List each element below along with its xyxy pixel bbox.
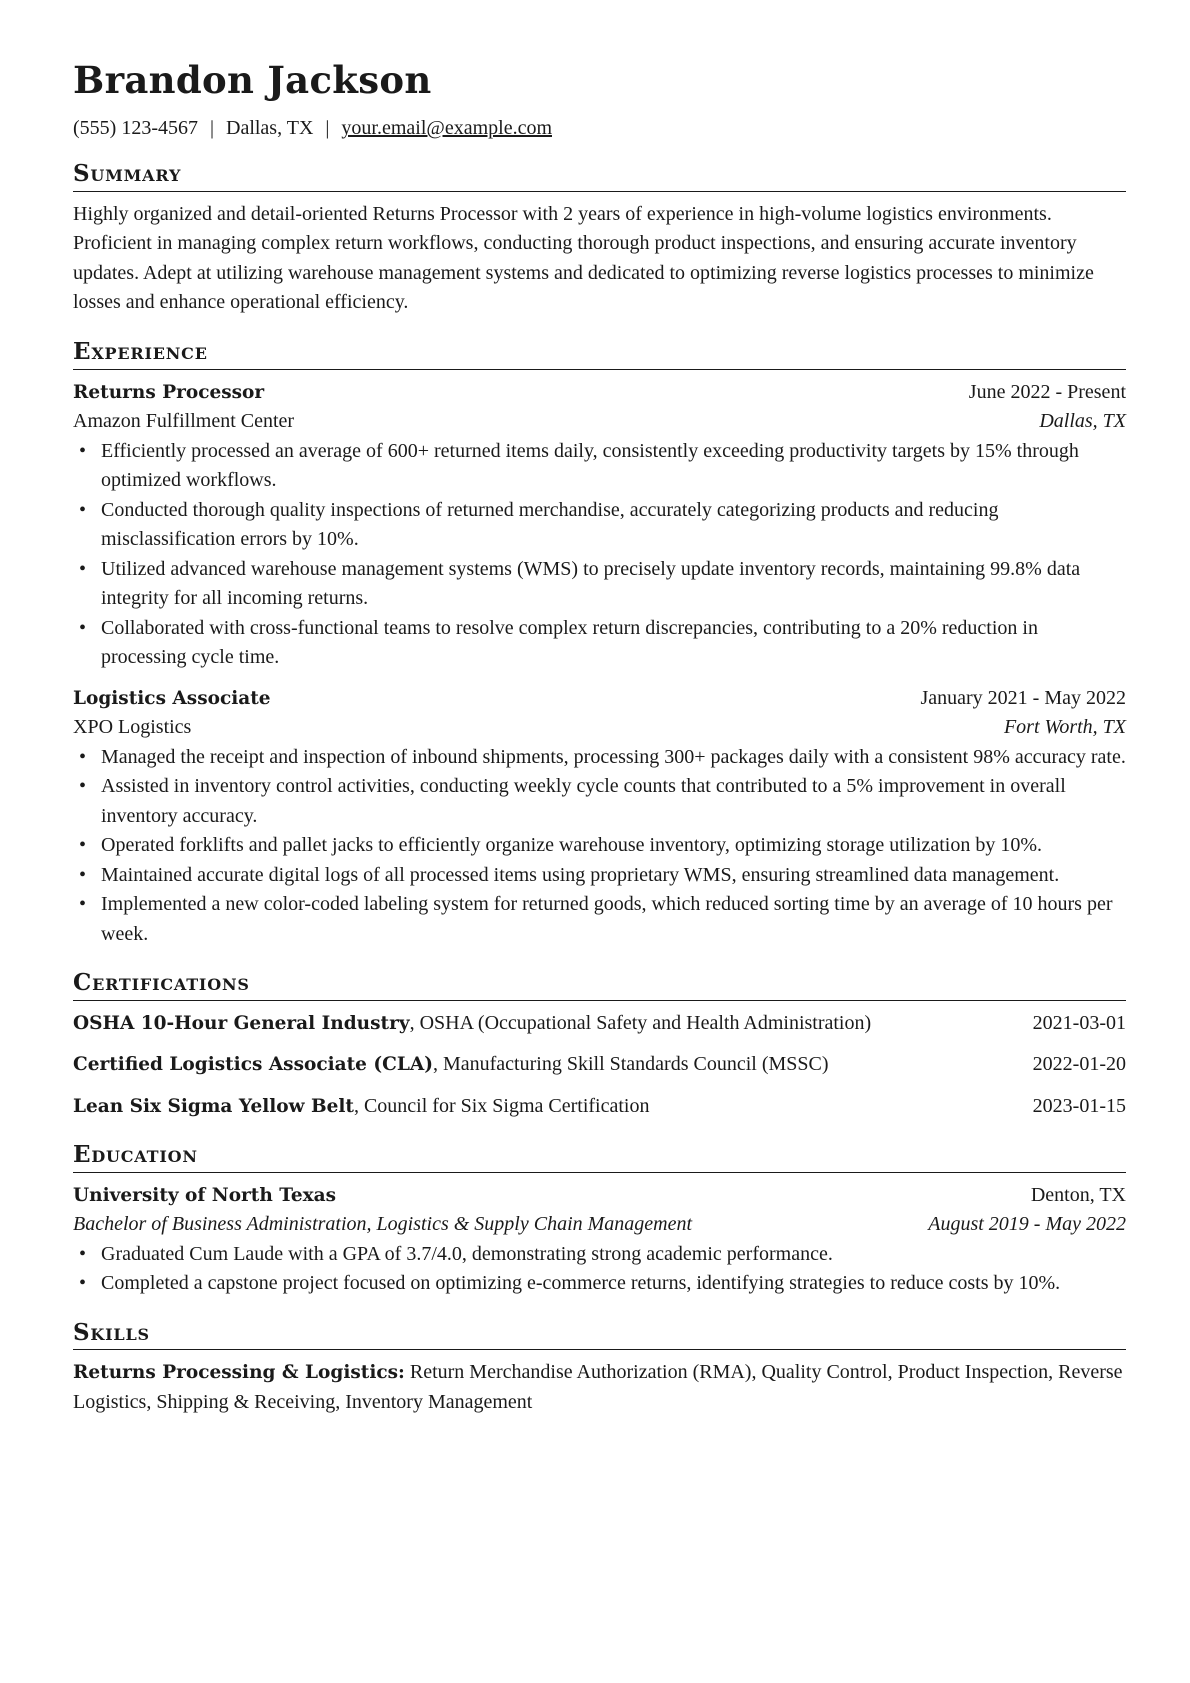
job-location: Fort Worth, TX <box>1003 716 1126 739</box>
job-dates: January 2021 - May 2022 <box>920 686 1126 709</box>
education-degree-row <box>73 1210 1126 1240</box>
location: Dallas, TX <box>226 117 314 140</box>
skills-line <box>73 1358 1126 1417</box>
skills-section <box>73 1319 1126 1418</box>
contact-separator: | <box>209 117 214 140</box>
job-company: XPO Logistics <box>73 716 192 739</box>
skills-list: Return Merchandise Authorization (RMA), Quality Control, Product Inspection, Reverse Logistics, Shipping & Receiving, Inventory Management <box>73 1361 1123 1413</box>
phone-number: (555) 123-4567 <box>73 117 198 140</box>
section-title-certifications: Certifications <box>73 969 1126 1001</box>
section-title-education: Education <box>73 1141 1126 1173</box>
job-company-row <box>73 713 1126 743</box>
job-bullets <box>73 743 1126 950</box>
job-dates: June 2022 - Present <box>968 380 1126 403</box>
job-location: Dallas, TX <box>1039 410 1126 433</box>
job-company: Amazon Fulfillment Center <box>73 410 295 433</box>
skills-category: Returns Processing & Logistics: <box>73 1362 405 1384</box>
degree-name: Bachelor of Business Administration, Logistics & Supply Chain Management <box>73 1213 693 1236</box>
job-bullet: • Efficiently processed an average of 600+ returned items daily, consistently exceeding productivity targets by 15% through optimized workflows. <box>73 437 1126 496</box>
certification-name: OSHA 10-Hour General Industry <box>73 1012 410 1034</box>
certification-date: 2021-03-01 <box>1032 1011 1126 1034</box>
summary-section <box>73 160 1126 318</box>
certification-issuer: , Council for Six Sigma Certification <box>353 1094 650 1117</box>
job-role: Logistics Associate <box>73 687 271 709</box>
experience-section <box>73 338 1126 949</box>
certification-issuer: , OSHA (Occupational Safety and Health Administration) <box>409 1011 872 1034</box>
job-entry <box>73 378 1126 673</box>
candidate-name: Brandon Jackson <box>73 58 432 102</box>
job-company-row <box>73 407 1126 437</box>
summary-text: Highly organized and detail-oriented Returns Processor with 2 years of experience in high-volume logistics environments. Proficient in managing complex return workflows, conducting thorough product inspections, and ensuring accurate inventory updates. Adept at utilizing warehouse management systems and dedicated to optimizing reverse logistics processes to minimize losses and enhance operational efficiency. <box>73 202 1094 314</box>
job-bullet: • Managed the receipt and inspection of inbound shipments, processing 300+ packages daily with a consistent 98% accuracy rate. <box>73 743 1126 773</box>
school-location: Denton, TX <box>1030 1183 1126 1206</box>
certification-row <box>73 1009 1126 1039</box>
education-bullets <box>73 1240 1126 1299</box>
job-header-row <box>73 684 1126 714</box>
education-header-row <box>73 1181 1126 1211</box>
certification-issuer: , Manufacturing Skill Standards Council (MSSC) <box>432 1053 829 1076</box>
email-link[interactable]: your.email@example.com <box>341 117 552 140</box>
job-bullet: • Implemented a new color-coded labeling system for returned goods, which reduced sorting time by an average of 10 hours per week. <box>73 890 1126 949</box>
section-title-experience: Experience <box>73 338 1126 370</box>
job-bullet: • Operated forklifts and pallet jacks to efficiently organize warehouse inventory, optimizing storage utilization by 10%. <box>73 831 1126 861</box>
education-bullet: • Graduated Cum Laude with a GPA of 3.7/4.0, demonstrating strong academic performance. <box>73 1240 1126 1270</box>
certification-date: 2022-01-20 <box>1032 1053 1126 1076</box>
education-dates: August 2019 - May 2022 <box>928 1213 1126 1236</box>
job-bullet: • Conducted thorough quality inspections of returned merchandise, accurately categorizing products and reducing misclassification errors by 10%. <box>73 496 1126 555</box>
certification-name: Certified Logistics Associate (CLA) <box>73 1054 433 1076</box>
contact-line <box>73 116 1126 140</box>
certification-date: 2023-01-15 <box>1032 1094 1126 1117</box>
job-bullet: • Assisted in inventory control activities, conducting weekly cycle counts that contributed to a 5% improvement in overall inventory accuracy. <box>73 772 1126 831</box>
certification-row <box>73 1050 1126 1080</box>
certifications-section <box>73 969 1126 1121</box>
job-bullet: • Utilized advanced warehouse management systems (WMS) to precisely update inventory records, maintaining 99.8% data integrity for all incoming returns. <box>73 555 1126 614</box>
certification-name: Lean Six Sigma Yellow Belt <box>73 1095 354 1117</box>
school-name: University of North Texas <box>73 1184 337 1206</box>
job-header-row <box>73 378 1126 408</box>
education-section <box>73 1141 1126 1299</box>
job-bullet: • Maintained accurate digital logs of all processed items using proprietary WMS, ensuring streamlined data management. <box>73 861 1126 891</box>
certification-text <box>73 1009 871 1039</box>
job-entry <box>73 684 1126 950</box>
job-role: Returns Processor <box>73 381 265 403</box>
section-title-summary: Summary <box>73 160 1126 192</box>
job-bullets <box>73 437 1126 673</box>
certification-text <box>73 1092 649 1122</box>
education-bullet: • Completed a capstone project focused on optimizing e-commerce returns, identifying strategies to reduce costs by 10%. <box>73 1269 1126 1299</box>
job-bullet: • Collaborated with cross-functional teams to resolve complex return discrepancies, contributing to a 20% reduction in processing cycle time. <box>73 614 1126 673</box>
section-title-skills: Skills <box>73 1319 1126 1351</box>
certification-text <box>73 1050 829 1080</box>
certification-row <box>73 1092 1126 1122</box>
contact-separator: | <box>325 117 330 140</box>
